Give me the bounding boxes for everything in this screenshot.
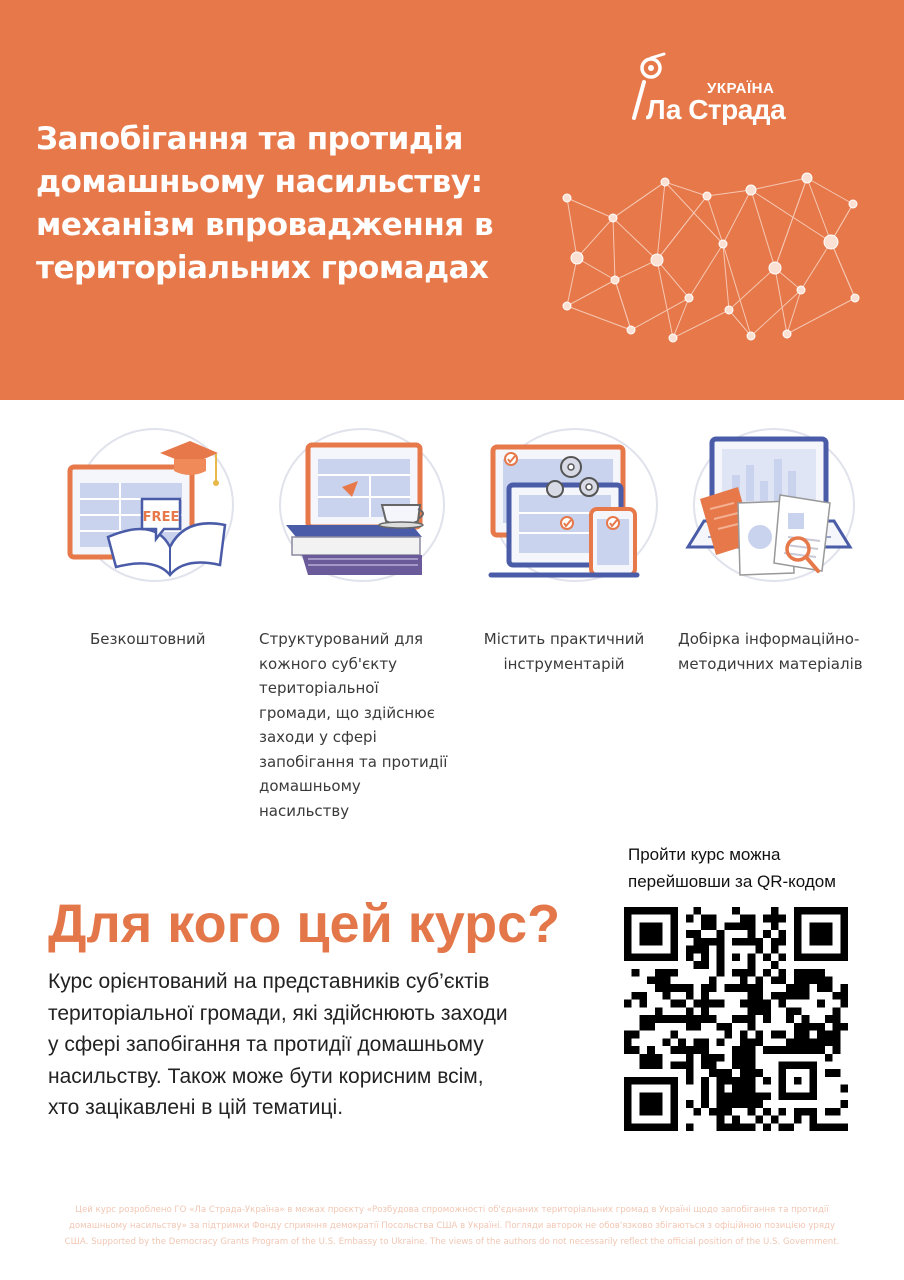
audience-line: Курс орієнтований на представників суб’єктів xyxy=(48,970,490,993)
audience-line: хто зацікавлені в цій тематиці. xyxy=(48,1096,344,1119)
title-line: домашньому насильству: xyxy=(36,164,483,200)
qr-caption xyxy=(628,841,878,895)
title-line: механізм впровадження в xyxy=(36,207,494,243)
qr-caption-line: Пройти курс можна xyxy=(628,845,781,864)
people-network-icon xyxy=(555,160,885,350)
information-materials-laptop-icon xyxy=(682,425,857,585)
logo-country: УКРАЇНА xyxy=(707,80,775,97)
qr-caption-line: перейшовши за QR-кодом xyxy=(628,872,836,891)
audience-description xyxy=(48,966,578,1124)
feature-line: Добірка інформаційно- xyxy=(678,630,860,648)
feature-line: Безкоштовний xyxy=(90,630,206,648)
feature-line: домашньому xyxy=(259,777,361,795)
logo-name: Ла Страда xyxy=(646,94,786,125)
feature-line: насильству xyxy=(259,801,350,820)
footer-line: домашньому насильству» за підтримки Фонду сприяння демократії Посольства США в Україні. Погляди авторок не обов'язково збігаються з офіційною позицією уряду xyxy=(68,1221,836,1231)
feature-line: територіальної xyxy=(259,679,379,697)
footer-line: США. Supported by the Democracy Grants Program of the U.S. Embassy to Ukraine. The views of the authors do not necessarily reflect the official position of the U.S. Government. xyxy=(64,1237,840,1247)
feature-line: кожного суб'єкту xyxy=(259,654,397,673)
feature-line: Містить практичний xyxy=(483,630,645,648)
practical-tools-devices-icon xyxy=(485,425,660,585)
qr-code-icon[interactable] xyxy=(624,907,848,1131)
feature-free-text xyxy=(90,627,240,652)
feature-structured-text xyxy=(259,627,474,823)
audience-line: у сфері запобігання та протидії домашньому xyxy=(48,1033,484,1056)
svg-text:FREE: FREE xyxy=(142,510,180,525)
audience-line: територіальної громади, які здійснюють заходи xyxy=(48,1001,508,1025)
structured-screen-books-icon xyxy=(272,425,447,585)
feature-tools-text xyxy=(474,627,654,676)
feature-line: методичних матеріалів xyxy=(678,654,863,673)
feature-line: інструментарій xyxy=(503,654,625,673)
title-line: Запобігання та протидія xyxy=(36,121,463,157)
hero-banner xyxy=(0,0,904,400)
footer-line: Цей курс розроблено ГО «Ла Страда-Україна» в межах проєкту «Розбудова спроможності об'єднаних територіальних громад в Україні щодо запобігання та протидії xyxy=(75,1205,829,1215)
funding-disclaimer xyxy=(18,1202,886,1250)
audience-heading: Для кого цей курс? xyxy=(48,894,561,954)
feature-line: запобігання та протидії xyxy=(259,752,448,771)
title-line: територіальних громадах xyxy=(36,250,489,286)
course-title xyxy=(36,118,556,290)
feature-materials-text xyxy=(678,627,893,676)
free-book-graduation-cap-icon xyxy=(60,425,235,585)
feature-line: заходи у сфері xyxy=(259,728,377,746)
feature-line: Структурований для xyxy=(259,630,424,648)
feature-line: громади, що здійснює xyxy=(259,703,435,722)
audience-line: насильству. Також може бути корисним всім, xyxy=(48,1064,484,1088)
